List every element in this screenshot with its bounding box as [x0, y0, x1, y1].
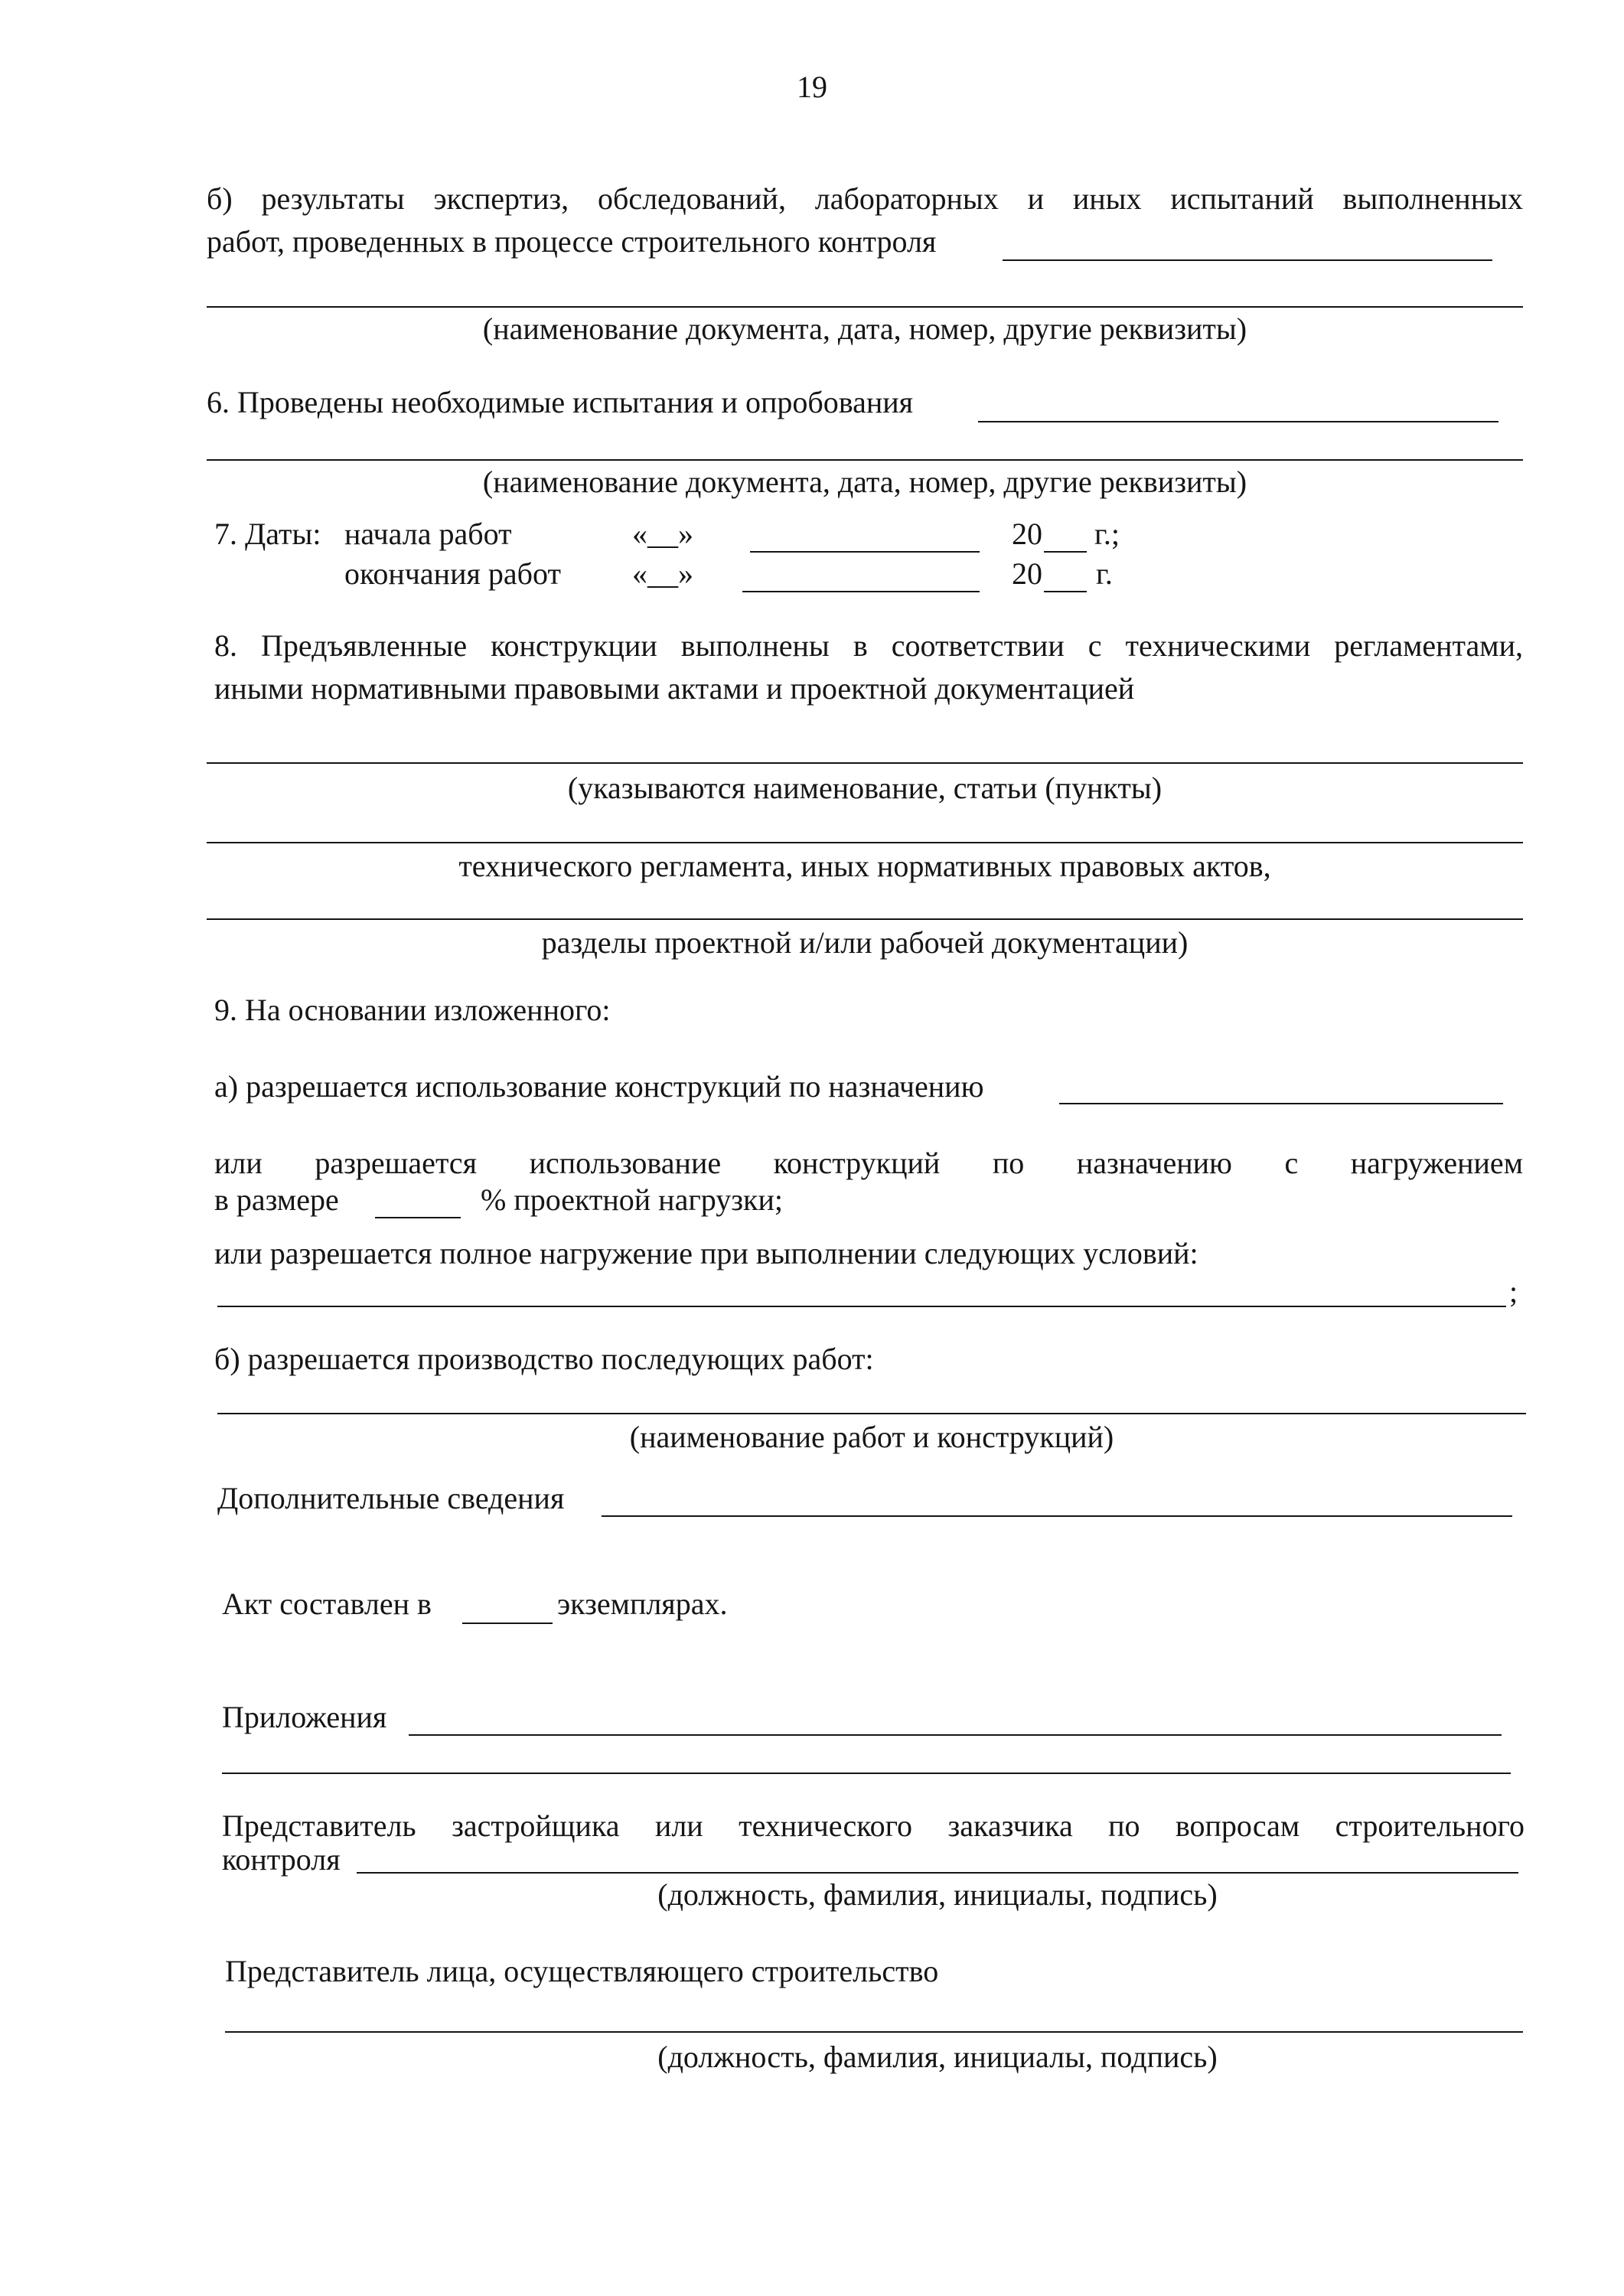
item9-a-text: а) разрешается использование конструкций по назначению [214, 1069, 984, 1104]
regulations-line-2[interactable] [207, 842, 1523, 843]
regulations-line-1[interactable] [207, 762, 1523, 764]
item8-line1: 8. Предъявленные конструкции выполнены в соответствии с техническими регламентами, [214, 628, 1523, 663]
item9-a-fill-line[interactable] [1059, 1103, 1503, 1104]
additional-info-field[interactable] [602, 1515, 1512, 1517]
caption-sign-1: (должность, фамилия, инициалы, подпись) [657, 1877, 1218, 1912]
end-day-field[interactable]: «__» [632, 556, 693, 591]
page-number: 19 [797, 70, 827, 104]
item-b-results-line2: работ, проведенных в процессе строительного контроля [207, 224, 937, 259]
copies-suffix: экземплярах. [557, 1587, 728, 1621]
start-year-prefix: 20 [1012, 517, 1042, 551]
conditions-semicolon: ; [1509, 1274, 1518, 1309]
regulations-line-3[interactable] [207, 918, 1523, 920]
caption-works: (наименование работ и конструкций) [629, 1420, 1114, 1454]
attachments-field-2[interactable] [222, 1773, 1511, 1774]
rep-customer-line1: Представитель застройщика или технического заказчика по вопросам строительного [222, 1808, 1525, 1843]
attachments-label: Приложения [222, 1700, 387, 1734]
caption-sign-2: (должность, фамилия, инициалы, подпись) [657, 2040, 1218, 2074]
end-month-field[interactable] [742, 591, 980, 592]
item9-or-full: или разрешается полное нагружение при выполнении следующих условий: [214, 1236, 1198, 1270]
start-month-field[interactable] [750, 551, 980, 553]
rep-customer-sign-field[interactable] [357, 1872, 1518, 1874]
additional-info-label: Дополнительные сведения [217, 1481, 565, 1515]
start-date-label: начала работ [344, 517, 512, 551]
conditions-line[interactable] [217, 1306, 1506, 1307]
start-day-field[interactable]: «__» [632, 517, 693, 551]
item9-or-load-line1: или разрешается использование конструкций по назначению с нагружением [214, 1146, 1523, 1180]
end-year-suffix: г. [1096, 556, 1113, 591]
item7-label: 7. Даты: [214, 517, 321, 551]
end-year-prefix: 20 [1012, 556, 1042, 591]
item9-heading: 9. На основании изложенного: [214, 993, 611, 1027]
caption-item8-3: разделы проектной и/или рабочей документации) [541, 925, 1189, 960]
caption-item8-1: (указываются наименование, статьи (пункты) [567, 771, 1163, 805]
caption-item8-2: технического регламента, иных нормативных правовых актов, [458, 849, 1271, 883]
rep-customer-line2: контроля [222, 1842, 341, 1877]
end-date-label: окончания работ [344, 556, 561, 591]
item8-line2: иными нормативными правовыми актами и проектной документацией [214, 671, 1135, 706]
caption-doc-1: (наименование документа, дата, номер, другие реквизиты) [482, 311, 1247, 346]
rep-builder-text: Представитель лица, осуществляющего строительство [225, 1954, 939, 1988]
attachments-field-1[interactable] [409, 1734, 1502, 1736]
start-year-field[interactable] [1044, 551, 1087, 553]
start-year-suffix: г.; [1094, 517, 1120, 551]
rep-builder-sign-field[interactable] [225, 2031, 1523, 2033]
doc-line-1[interactable] [207, 306, 1523, 308]
caption-doc-2: (наименование документа, дата, номер, другие реквизиты) [482, 465, 1247, 499]
copies-prefix: Акт составлен в [222, 1587, 432, 1621]
item-b-results-line1: б) результаты экспертиз, обследований, лабораторных и иных испытаний выполненных [207, 181, 1523, 216]
copies-count-field[interactable] [462, 1623, 553, 1624]
item6-fill-line[interactable] [978, 421, 1498, 422]
results-fill-line[interactable] [1003, 259, 1492, 261]
item9-b-text: б) разрешается производство последующих работ: [214, 1342, 874, 1376]
end-year-field[interactable] [1044, 591, 1087, 592]
works-line[interactable] [217, 1413, 1526, 1414]
item9-or-load-suffix: % проектной нагрузки; [481, 1182, 783, 1217]
doc-line-2[interactable] [207, 459, 1523, 461]
item9-or-load-prefix: в размере [214, 1182, 339, 1217]
load-percent-field[interactable] [375, 1217, 461, 1218]
item6-text: 6. Проведены необходимые испытания и опробования [207, 385, 914, 419]
